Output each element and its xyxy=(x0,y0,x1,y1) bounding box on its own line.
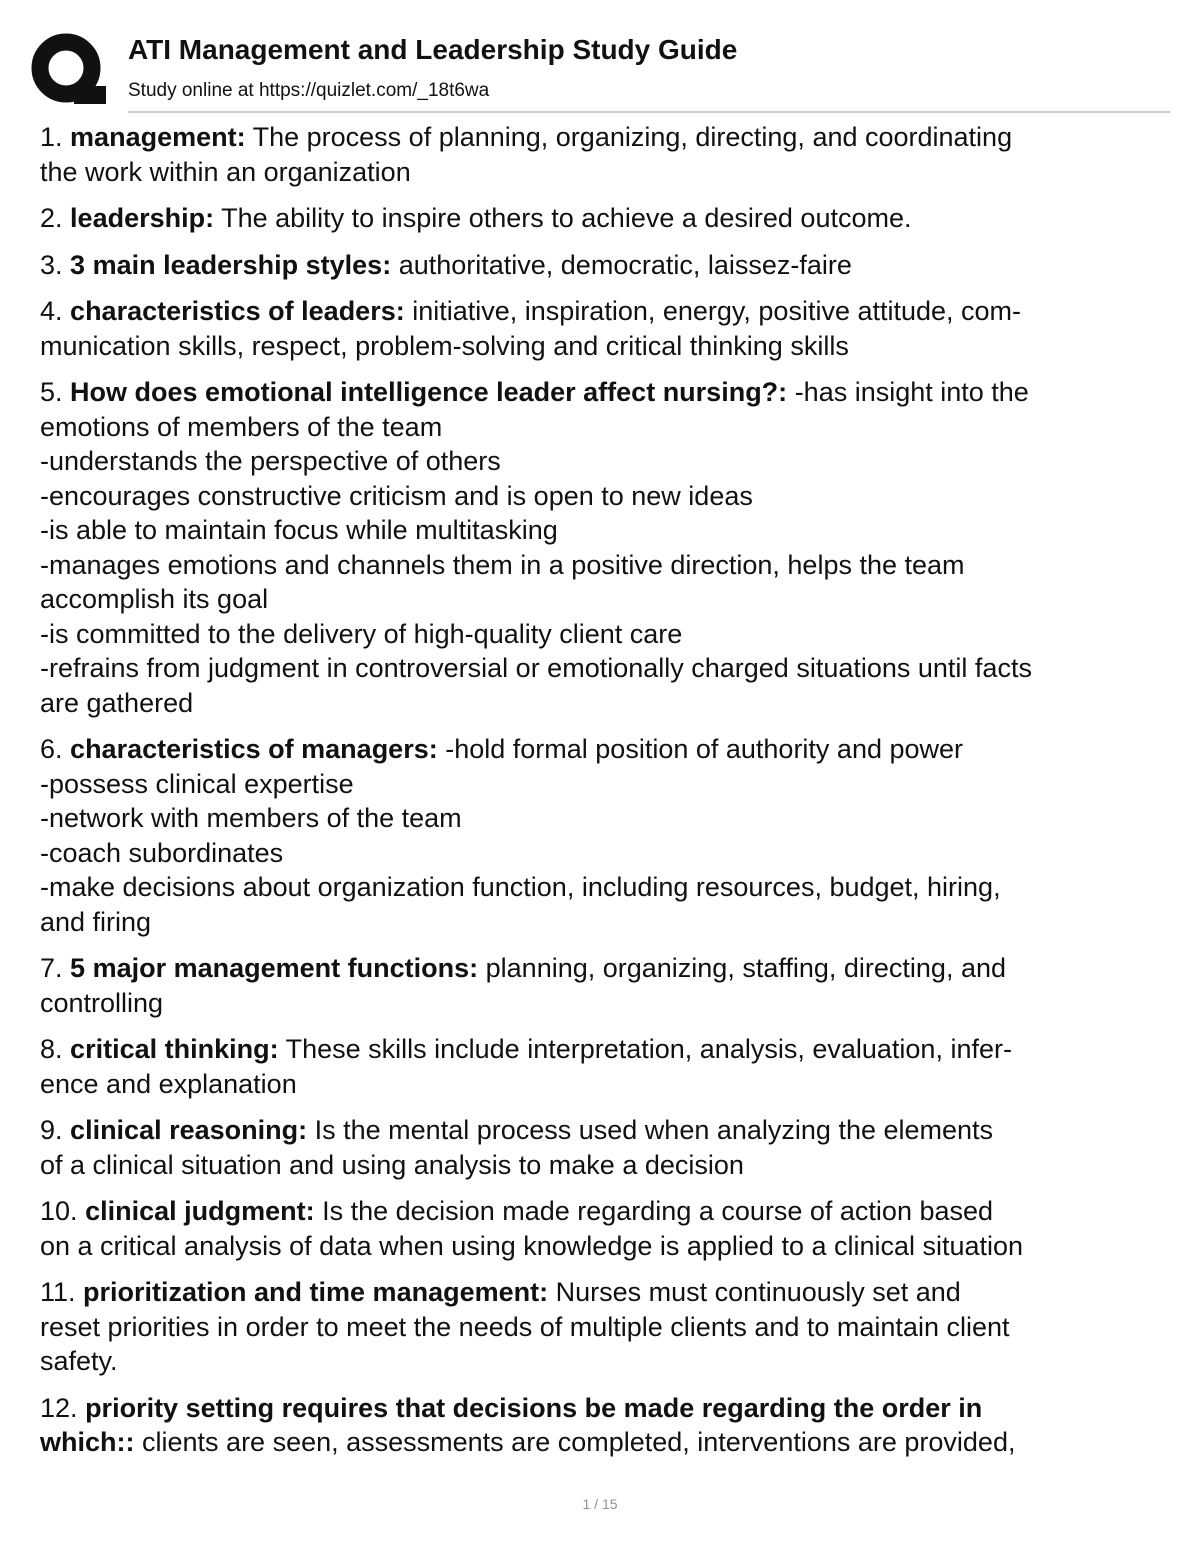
study-entry-9 xyxy=(40,1113,1164,1182)
entry-line: on a critical analysis of data when using knowledge is applied to a clinical situation xyxy=(40,1230,1024,1261)
entry-line: -has insight into the xyxy=(794,377,1029,407)
entry-term: management: xyxy=(70,122,246,152)
entry-number: 7. xyxy=(40,953,63,983)
entry-line: -coach subordinates xyxy=(40,837,284,868)
entry-line: -possess clinical expertise xyxy=(40,768,354,799)
entry-number: 4. xyxy=(40,296,63,326)
study-entry-4 xyxy=(40,294,1164,363)
entry-line: -understands the perspective of others xyxy=(40,446,501,476)
entry-line: -encourages constructive criticism and is open to new ideas xyxy=(40,480,753,511)
entry-line: controlling xyxy=(40,987,164,1018)
entry-line: -is committed to the delivery of high-quality client care xyxy=(40,618,683,649)
entry-term: characteristics of leaders: xyxy=(70,296,405,326)
study-entry-1 xyxy=(40,120,1164,189)
entry-number: 6. xyxy=(40,734,63,764)
entry-number: 11. xyxy=(40,1277,76,1307)
entry-line: ence and explanation xyxy=(40,1068,297,1099)
entry-line: -hold formal position of authority and power xyxy=(445,734,964,764)
entry-term: leadership: xyxy=(70,203,215,233)
entry-line: Nurses must continuously set and xyxy=(555,1277,961,1307)
study-entry-5 xyxy=(40,375,1164,720)
document-header xyxy=(30,28,1170,112)
entry-term: 3 main leadership styles: xyxy=(70,249,392,280)
study-entry-3 xyxy=(40,248,1164,283)
entry-number: 5. xyxy=(40,377,63,407)
entry-line: Is the mental process used when analyzing the elements xyxy=(314,1115,994,1145)
study-guide-content xyxy=(40,120,1164,1472)
document-subtitle: Study online at https://quizlet.com/_18t6wa xyxy=(128,80,490,101)
study-entry-10 xyxy=(40,1194,1164,1263)
entry-number: 12. xyxy=(40,1392,78,1423)
entry-line: are gathered xyxy=(40,687,194,718)
study-entry-2 xyxy=(40,201,1164,236)
entry-line: accomplish its goal xyxy=(40,584,269,614)
study-entry-8 xyxy=(40,1032,1164,1101)
entry-number: 3. xyxy=(40,249,63,280)
study-entry-11 xyxy=(40,1275,1164,1379)
header-divider xyxy=(128,111,1170,113)
page-number: 1 / 15 xyxy=(582,1496,618,1512)
entry-line: Is the decision made regarding a course of action based xyxy=(322,1196,994,1226)
entry-line: of a clinical situation and using analysis to make a decision xyxy=(40,1149,744,1180)
entry-term: 5 major management functions: xyxy=(70,953,479,983)
entry-term: characteristics of managers: xyxy=(70,734,438,764)
entry-line: -is able to maintain focus while multitasking xyxy=(40,515,558,545)
entry-line: and firing xyxy=(40,906,152,937)
entry-line: authoritative, democratic, laissez-faire xyxy=(398,249,852,280)
entry-line: reset priorities in order to meet the needs of multiple clients and to maintain client xyxy=(40,1311,1010,1342)
entry-term: priority setting requires that decisions be made regarding the order in xyxy=(85,1392,983,1423)
entry-line: the work within an organization xyxy=(40,156,411,187)
study-entry-7 xyxy=(40,951,1164,1020)
entry-term: prioritization and time management: xyxy=(83,1277,549,1307)
study-entry-12 xyxy=(40,1391,1164,1460)
entry-line: -network with members of the team xyxy=(40,803,462,833)
entry-number: 2. xyxy=(40,203,63,233)
entry-line: munication skills, respect, problem-solving and critical thinking skills xyxy=(40,330,849,361)
entry-line: The ability to inspire others to achieve a desired outcome. xyxy=(221,203,912,233)
entry-line: clients are seen, assessments are completed, interventions are provided, xyxy=(142,1427,1016,1457)
entry-term: How does emotional intelligence leader affect nursing?: xyxy=(70,377,788,407)
entry-line: safety. xyxy=(40,1346,118,1376)
entry-line: planning, organizing, staffing, directing, and xyxy=(485,953,1006,983)
entry-line: emotions of members of the team xyxy=(40,411,443,442)
study-entry-6 xyxy=(40,732,1164,939)
document-title: ATI Management and Leadership Study Guide xyxy=(128,34,738,65)
entry-line: -make decisions about organization function, including resources, budget, hiring, xyxy=(40,872,1001,902)
entry-number: 8. xyxy=(40,1034,63,1064)
entry-term: critical thinking: xyxy=(70,1034,279,1064)
entry-term: clinical judgment: xyxy=(85,1196,315,1226)
quizlet-q-logo-icon xyxy=(30,32,110,108)
entry-line: These skills include interpretation, analysis, evaluation, infer- xyxy=(285,1034,1012,1064)
entry-line: The process of planning, organizing, directing, and coordinating xyxy=(252,122,1013,152)
entry-number: 10. xyxy=(40,1196,78,1226)
entry-number: 1. xyxy=(40,122,63,152)
entry-term: clinical reasoning: xyxy=(70,1115,308,1145)
entry-line: -manages emotions and channels them in a positive direction, helps the team xyxy=(40,549,965,580)
entry-term-continued: which:: xyxy=(40,1427,135,1457)
entry-number: 9. xyxy=(40,1115,63,1145)
entry-line: -refrains from judgment in controversial or emotionally charged situations until facts xyxy=(40,653,1032,683)
entry-line: initiative, inspiration, energy, positive attitude, com- xyxy=(412,296,1022,326)
